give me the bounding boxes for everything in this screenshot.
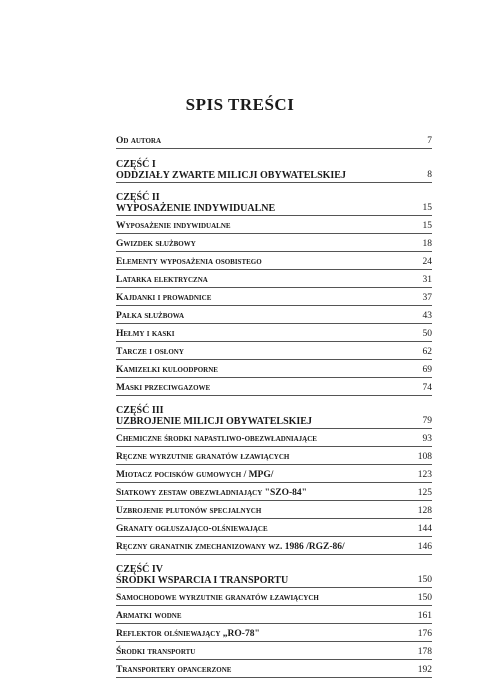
toc-part-heading	[116, 575, 432, 588]
toc-entry	[116, 647, 432, 660]
toc-entry	[116, 239, 432, 252]
toc-entry-page: 161	[417, 611, 432, 621]
toc-entry-page: 24	[422, 257, 432, 267]
toc-entry-page: 43	[422, 311, 432, 321]
toc-entry-label: ŚRODKI WSPARCIA I TRANSPORTU	[116, 575, 289, 586]
toc-entry-label: Granaty ogłuszająco-olśniewające	[116, 524, 268, 534]
toc-entry	[116, 488, 432, 501]
toc-entry-label: Transportery opancerzone	[116, 665, 232, 675]
toc-entry-page: 192	[417, 665, 432, 675]
toc-entry	[116, 347, 432, 360]
toc-entry	[116, 365, 432, 378]
toc-entry-label: Samochodowe wyrzutnie granatów łzawiących	[116, 593, 319, 603]
toc-entry	[116, 506, 432, 519]
toc-entry-page: 150	[417, 575, 432, 585]
toc-entry-label: Maski przeciwgazowe	[116, 383, 211, 393]
toc-entry-label: Wyposażenie indywidualne	[116, 221, 231, 231]
toc-entry-page: 18	[422, 239, 432, 249]
toc-entry-label: Latarka elektryczna	[116, 275, 208, 285]
toc-entry-page: 15	[422, 221, 432, 231]
toc-entry-label: Środki transportu	[116, 647, 196, 657]
toc-entry-label: Elementy wyposażenia osobistego	[116, 257, 262, 267]
toc-entry	[116, 629, 432, 642]
toc-entry-page: 8	[427, 170, 432, 180]
toc-entry-label: Siatkowy zestaw obezwładniający "SZO-84"	[116, 488, 307, 498]
toc-entry-label: ODDZIAŁY ZWARTE MILICJI OBYWATELSKIEJ	[116, 170, 346, 181]
toc-entry-page: 79	[422, 416, 432, 426]
toc-entry	[116, 257, 432, 270]
toc-entry-label: Kajdanki i prowadnice	[116, 293, 212, 303]
toc-entry-page: 146	[417, 542, 432, 552]
toc-entry-page: 123	[417, 470, 432, 480]
toc-entry-label: Tarcze i osłony	[116, 347, 184, 357]
toc-entry	[116, 542, 432, 555]
toc-entry-page: 74	[422, 383, 432, 393]
toc-entry	[116, 524, 432, 537]
toc-entry-page: 7	[427, 136, 432, 146]
toc-entry-label: Gwizdek służbowy	[116, 239, 196, 249]
toc-entry	[116, 383, 432, 396]
toc-part-heading	[116, 170, 432, 183]
toc-entry-intro	[116, 136, 432, 149]
table-of-contents	[116, 136, 432, 683]
toc-entry-label: Miotacz pocisków gumowych / MPG/	[116, 470, 274, 480]
toc-entry	[116, 221, 432, 234]
toc-entry-label: Kamizelki kuloodporne	[116, 365, 218, 375]
toc-entry-label: Hełmy i kaski	[116, 329, 175, 339]
toc-entry-page: 128	[417, 506, 432, 516]
toc-entry-page: 150	[417, 593, 432, 603]
toc-entry-label: Ręczny granatnik zmechanizowany wz. 1986 /RGZ-86/	[116, 542, 345, 552]
toc-entry	[116, 593, 432, 606]
toc-entry	[116, 452, 432, 465]
toc-entry-page: 108	[417, 452, 432, 462]
toc-entry-page: 144	[417, 524, 432, 534]
toc-part	[116, 159, 432, 183]
toc-entry-label: Od autora	[116, 136, 162, 146]
toc-entry	[116, 611, 432, 624]
toc-entry	[116, 293, 432, 306]
toc-entry-page: 93	[422, 434, 432, 444]
toc-part-number: CZĘŚĆ I	[116, 159, 156, 170]
toc-entry	[116, 665, 432, 678]
toc-entry-page: 31	[422, 275, 432, 285]
toc-part-heading	[116, 416, 432, 429]
toc-entry-label: Armatki wodne	[116, 611, 182, 621]
toc-entry-label: WYPOSAŻENIE INDYWIDUALNE	[116, 203, 276, 214]
toc-entry-label: Uzbrojenie plutonów specjalnych	[116, 506, 262, 516]
toc-part-number: CZĘŚĆ IV	[116, 564, 163, 575]
toc-part	[116, 192, 432, 216]
toc-entry-page: 125	[417, 488, 432, 498]
toc-part-number: CZĘŚĆ III	[116, 405, 164, 416]
toc-part	[116, 564, 432, 588]
toc-entry	[116, 275, 432, 288]
toc-entry-label: Chemiczne środki napastliwo-obezwładniające	[116, 434, 317, 444]
page-title: SPIS TREŚCI	[185, 95, 295, 114]
toc-entry-label: UZBROJENIE MILICJI OBYWATELSKIEJ	[116, 416, 312, 427]
toc-entry-label: Pałka służbowa	[116, 311, 185, 321]
toc-entry	[116, 470, 432, 483]
toc-entry	[116, 329, 432, 342]
toc-entry-label: Ręczne wyrzutnie granatów łzawiących	[116, 452, 290, 462]
toc-part	[116, 405, 432, 429]
toc-entry	[116, 311, 432, 324]
toc-entry-page: 37	[422, 293, 432, 303]
toc-entry-page: 62	[422, 347, 432, 357]
toc-entry-page: 15	[422, 203, 432, 213]
toc-entry	[116, 434, 432, 447]
toc-entry-page: 50	[422, 329, 432, 339]
toc-entry-label: Reflektor olśniewający „RO-78"	[116, 629, 260, 639]
toc-part-heading	[116, 203, 432, 216]
toc-entry-page: 176	[417, 629, 432, 639]
toc-part-number: CZĘŚĆ II	[116, 192, 160, 203]
toc-parts	[116, 159, 432, 678]
toc-entry-page: 178	[417, 647, 432, 657]
toc-entry-page: 69	[422, 365, 432, 375]
